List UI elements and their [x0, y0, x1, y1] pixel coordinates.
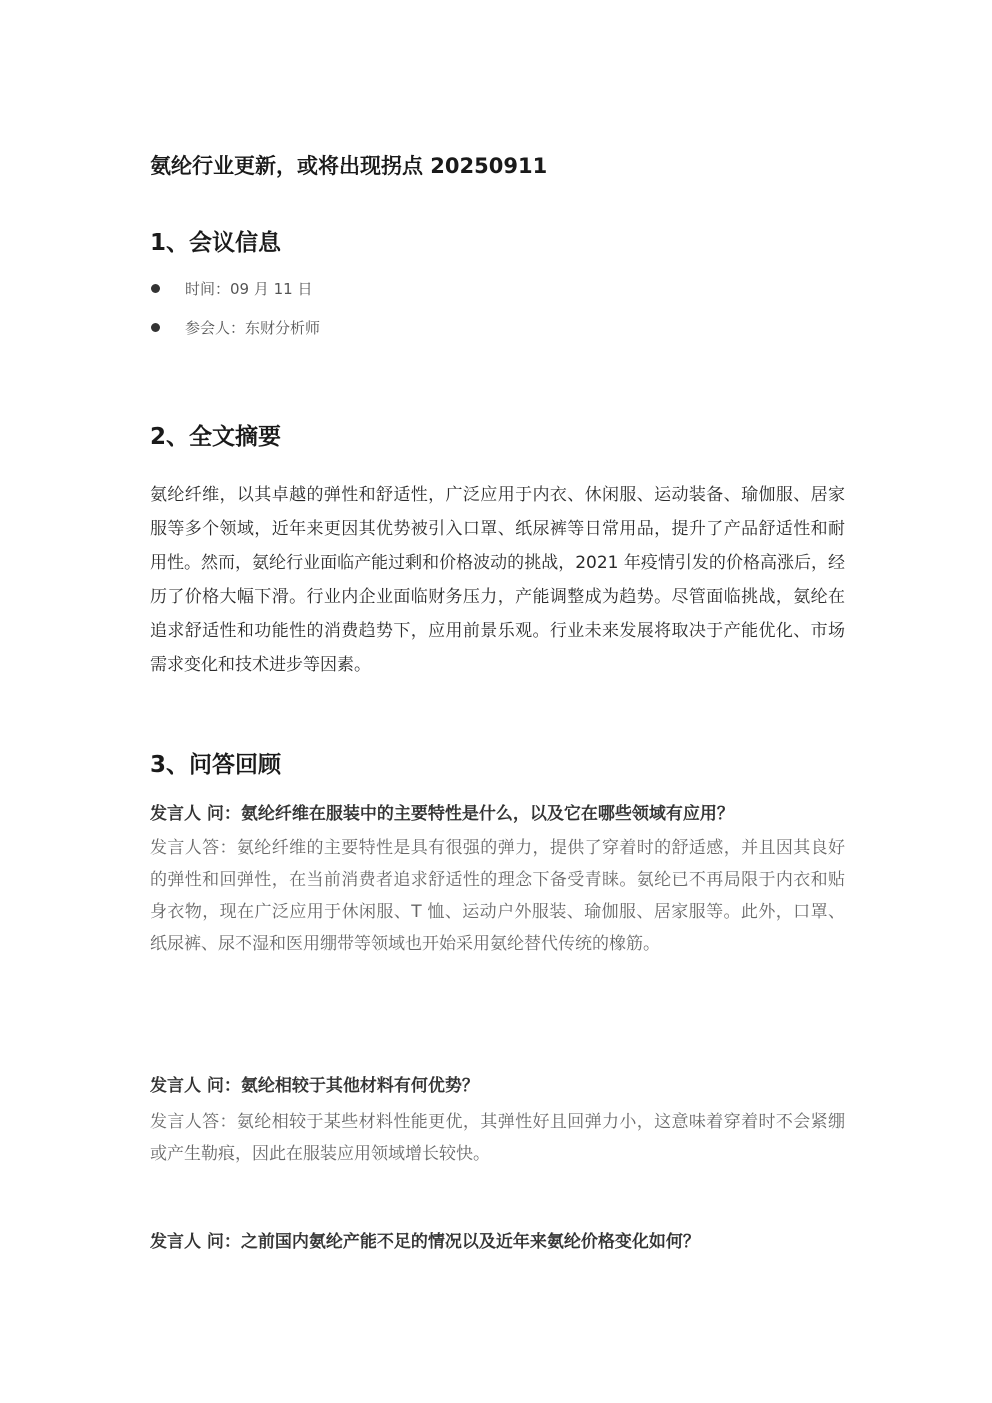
qa-heading: 3、问答回顾 — [150, 752, 282, 778]
bullet-icon — [151, 323, 160, 332]
bullet-icon — [151, 284, 160, 293]
meeting-info-participants — [150, 315, 320, 339]
qa-question-3: 发言人 问：之前国内氨纶产能不足的情况以及近年来氨纶价格变化如何？ — [150, 1232, 700, 1252]
summary-paragraph: 氨纶纤维，以其卓越的弹性和舒适性，广泛应用于内衣、休闲服、运动装备、瑜伽服、居家服等多个领域，近年来更因其优势被引入口罩、纸尿裤等日常用品，提升了产品舒适性和耐用性。然而，氨纶行业面临产能过剩和价格波动的挑战，2021 年疫情引发的价格高涨后，经历了价格大幅下滑。行业内企业面临财务压力，产能调整成为趋势。尽管面临挑战，氨纶在追求舒适性和功能性的消费趋势下，应用前景乐观。行业未来发展将取决于产能优化、市场需求变化和技术进步等因素。 — [150, 485, 845, 675]
summary-heading: 2、全文摘要 — [150, 424, 282, 450]
meeting-info-time — [150, 276, 312, 300]
meeting-time-text: 时间：09 月 11 日 — [185, 279, 313, 298]
meeting-participants-text: 参会人：东财分析师 — [185, 318, 321, 337]
qa-answer-1: 发言人答：氨纶纤维的主要特性是具有很强的弹力，提供了穿着时的舒适感，并且因其良好的弹性和回弹性，在当前消费者追求舒适性的理念下备受青睐。氨纶已不再局限于内衣和贴身衣物，现在广泛应用于休闲服、T 恤、运动户外服装、瑜伽服、居家服等。此外，口罩、纸尿裤、尿不湿和医用绷带等领域也开始采用氨纶替代传统的橡筋。 — [150, 838, 845, 954]
qa-question-1: 发言人 问：氨纶纤维在服装中的主要特性是什么，以及它在哪些领域有应用？ — [150, 804, 734, 824]
meeting-info-heading: 1、会议信息 — [150, 230, 282, 256]
qa-question-2: 发言人 问：氨纶相较于其他材料有何优势？ — [150, 1076, 479, 1096]
document-title: 氨纶行业更新，或将出现拐点 20250911 — [150, 154, 548, 178]
qa-answer-2: 发言人答：氨纶相较于某些材料性能更优，其弹性好且回弹力小，这意味着穿着时不会紧绷或产生勒痕，因此在服装应用领域增长较快。 — [150, 1112, 845, 1164]
